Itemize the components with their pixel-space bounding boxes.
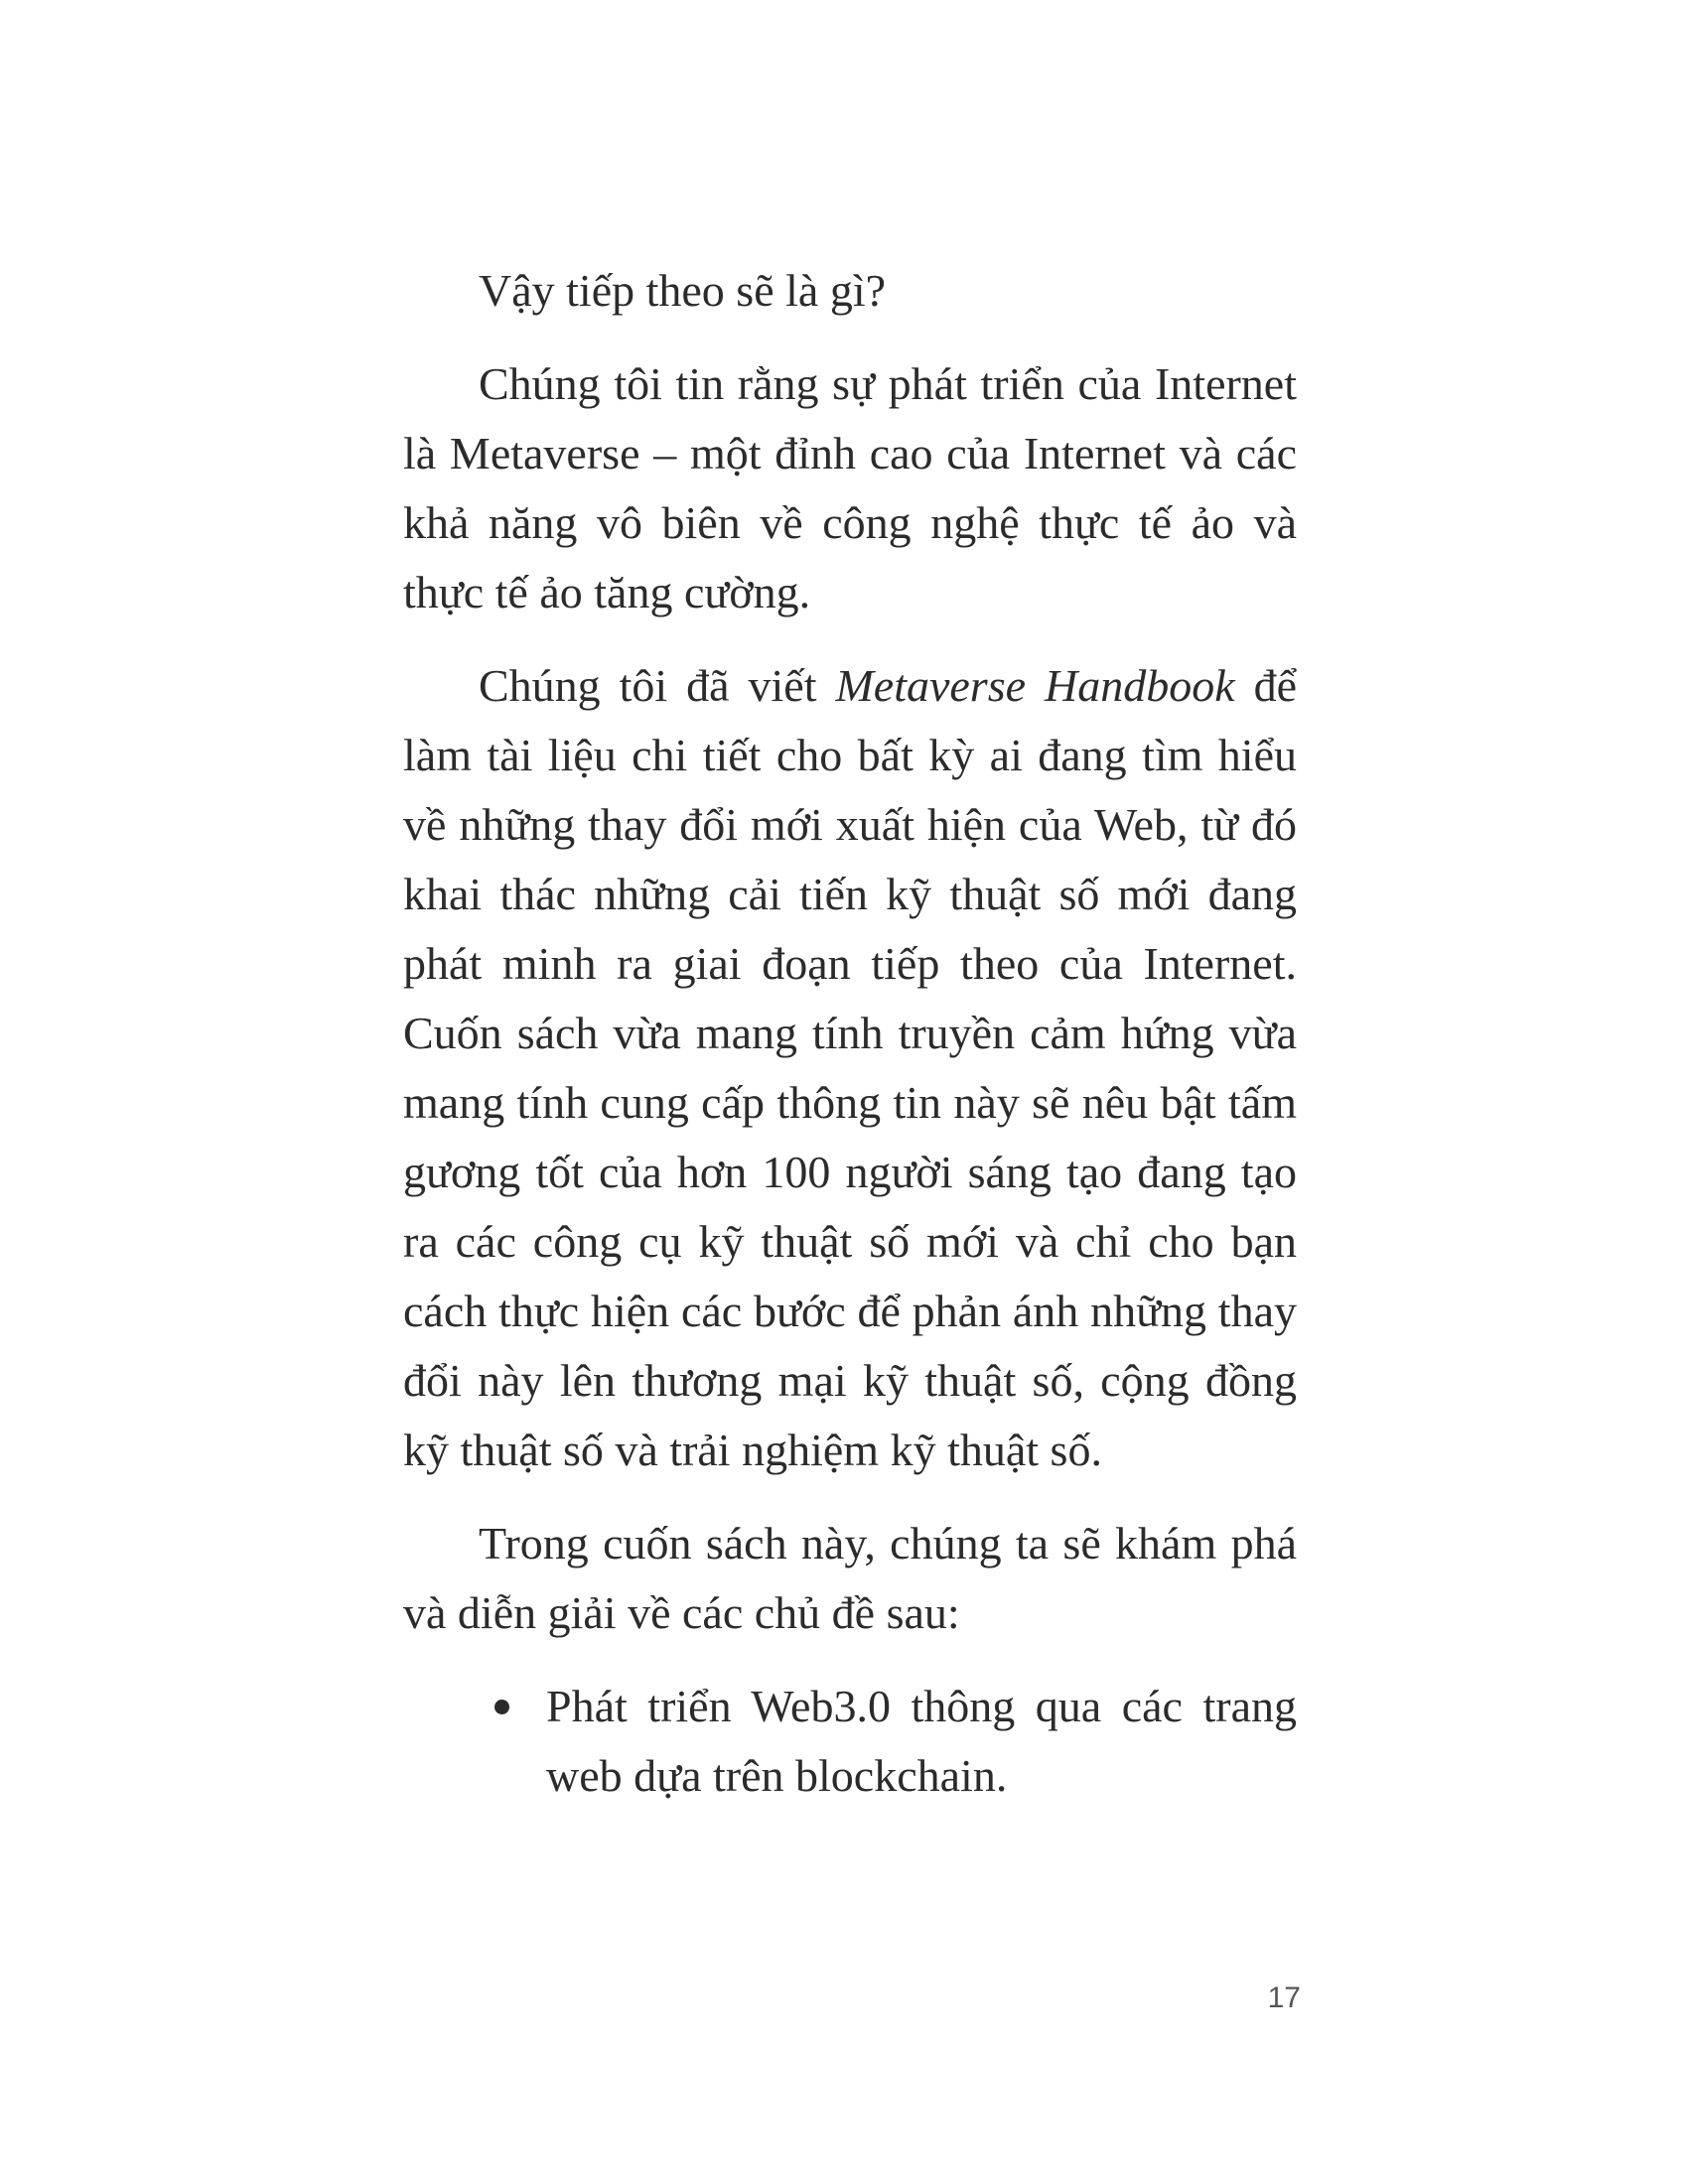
paragraph-handbook-purpose — [403, 651, 1297, 1485]
topics-list — [403, 1672, 1297, 1811]
page-number: 17 — [1267, 1981, 1301, 2014]
book-title-italic: Metaverse Handbook — [835, 660, 1235, 711]
paragraph-text-start: Chúng tôi đã viết — [479, 660, 836, 711]
bullet-icon — [494, 1700, 509, 1714]
list-item-text: Phát triển Web3.0 thông qua các trang web dựa trên blockchain. — [546, 1681, 1297, 1801]
page-body — [403, 256, 1297, 1811]
paragraph-metaverse-belief: Chúng tôi tin rằng sự phát triển của Internet là Metaverse – một đỉnh cao của Internet và các khả năng vô biên về công nghệ thực tế ảo và thực tế ảo tăng cường. — [403, 358, 1297, 617]
list-item — [546, 1672, 1297, 1811]
paragraph-text-end: để làm tài liệu chi tiết cho bất kỳ ai đang tìm hiểu về những thay đổi mới xuất hiện của Web, từ đó khai thác những cải tiến kỹ thuật số mới đang phát minh ra giai đoạn tiếp theo của Internet. Cuốn sách vừa mang tính truyền cảm hứng vừa mang tính cung cấp thông tin này sẽ nêu bật tấm gương tốt của hơn 100 người sáng tạo đang tạo ra các công cụ kỹ thuật số mới và chỉ cho bạn cách thực hiện các bước để phản ánh những thay đổi này lên thương mại kỹ thuật số, cộng đồng kỹ thuật số và trải nghiệm kỹ thuật số. — [403, 660, 1297, 1475]
paragraph-intro-question: Vậy tiếp theo sẽ là gì? — [479, 265, 887, 316]
paragraph-topics-intro: Trong cuốn sách này, chúng ta sẽ khám phá và diễn giải về các chủ đề sau: — [403, 1518, 1297, 1638]
